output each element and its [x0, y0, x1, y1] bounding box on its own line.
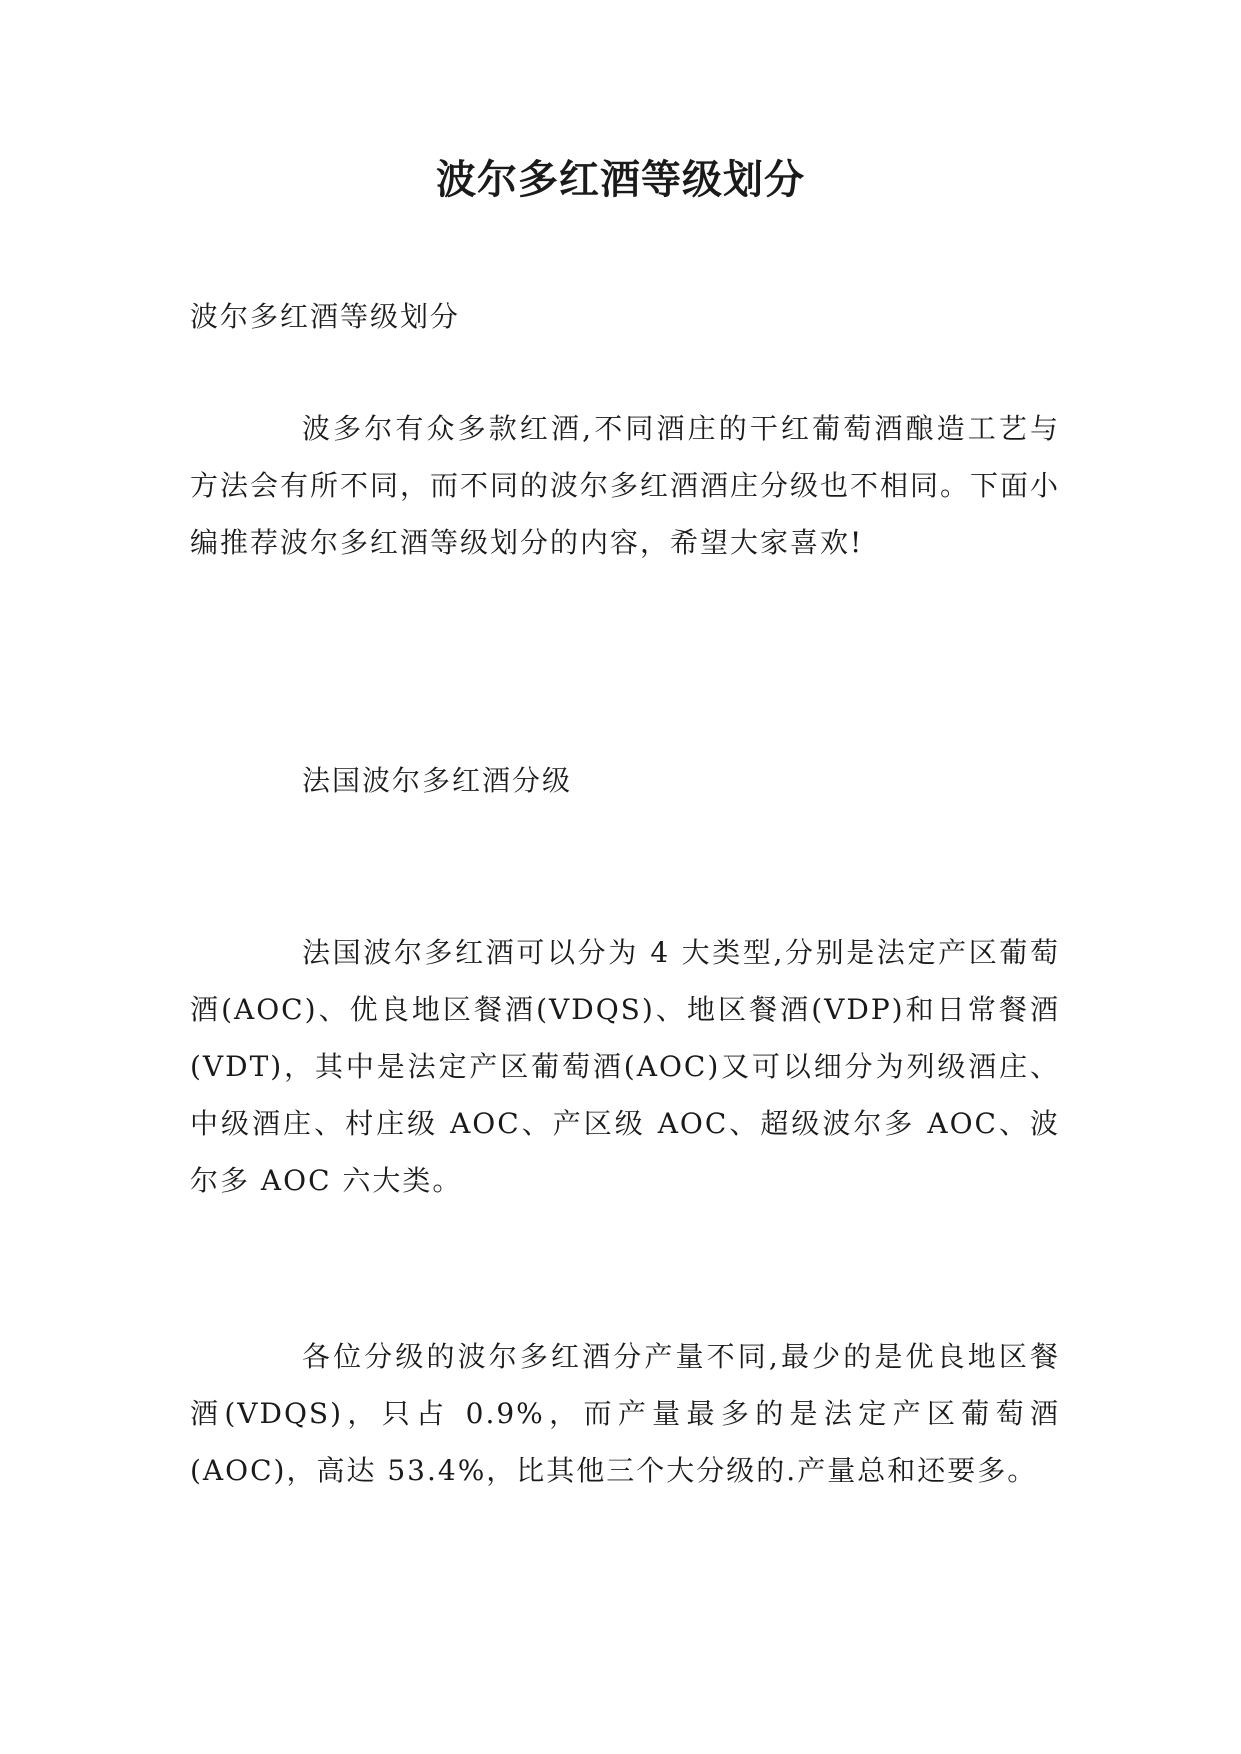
intro-paragraph: 波多尔有众多款红酒,不同酒庄的干红葡萄酒酿造工艺与方法会有所不同，而不同的波尔多红酒酒庄分级也不相同。下面小编推荐波尔多红酒等级划分的内容，希望大家喜欢!	[190, 412, 1061, 559]
production-paragraph: 各位分级的波尔多红酒分产量不同,最少的是优良地区餐酒(VDQS)，只占 0.9%，而产量最多的是法定产区葡萄酒(AOC)，高达 53.4%，比其他三个大分级的.产量总和还要多。	[190, 1340, 1060, 1487]
document-subtitle: 波尔多红酒等级划分	[190, 300, 461, 333]
section-heading: 法国波尔多红酒分级	[302, 764, 573, 797]
wine-types-paragraph: 法国波尔多红酒可以分为 4 大类型,分别是法定产区葡萄酒(AOC)、优良地区餐酒(VDQS)、地区餐酒(VDP)和日常餐酒(VDT)，其中是法定产区葡萄酒(AOC)又可以细分为列级酒庄、中级酒庄、村庄级 AOC、产区级 AOC、超级波尔多 AOC、波尔多 AOC 六大类。	[190, 936, 1060, 1197]
document-title: 波尔多红酒等级划分	[436, 157, 805, 203]
